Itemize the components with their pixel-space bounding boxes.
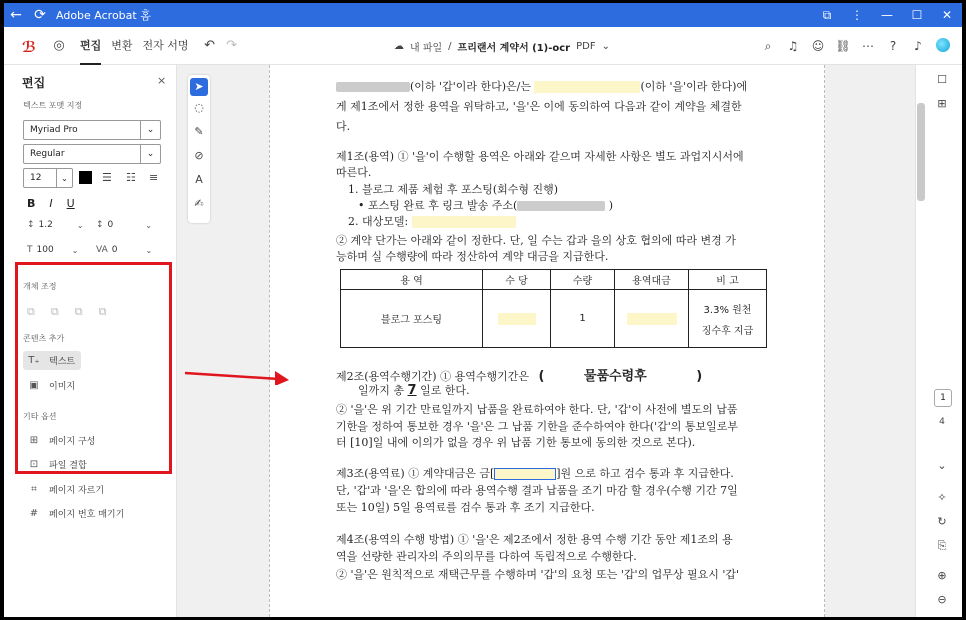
doc-line-2: 게 제1조에서 정한 용역을 위탁하고, '을'은 이에 동의하여 다음과 같이 계약을 체결한 [336,100,742,113]
chevron-down-icon: ⌄ [140,121,160,139]
close-icon[interactable]: × [157,74,167,87]
refresh-icon[interactable]: ⟳ [34,7,46,23]
bold-button[interactable]: B [27,197,36,210]
thumbnails-icon[interactable]: ⊞ [937,97,947,110]
handwritten-number: 7 [407,383,417,398]
organize-pages-icon: ⊞ [29,435,39,446]
add-image-label: 이미지 [49,382,76,392]
breadcrumb-folder[interactable]: 내 파일 [410,42,443,54]
paragraph-spacing-value: 0 [107,220,114,230]
object-adjust-label: 개체 조정 [23,282,57,291]
table-header: 수량 [551,270,615,290]
highlight-box [15,262,172,474]
char-spacing-control[interactable] [96,245,152,255]
document-name[interactable]: 프리랜서 계약서 (1)-ocr [457,42,571,54]
doc-art2-2b: 기한을 정하여 통보한 경우 '을'은 그 납품 기한을 준수하여야 한다('갑'의 통보일로부 [336,420,739,433]
font-style-select[interactable] [23,144,161,164]
font-family-value: Myriad Pro [30,125,78,135]
doc-art4-c: ② '을'은 원칙적으로 재택근무를 수행하며 '갑'의 요청 또는 '갑'의 업무상 필요시 '갑' [336,568,740,581]
undo-icon[interactable]: ↶ [204,38,215,53]
paragraph-spacing-icon: ↕ [96,220,104,230]
cloud-icon: ☁ [394,40,404,52]
chevron-down-icon[interactable]: ⌄ [937,459,947,472]
acrobat-logo-icon[interactable]: ℬ [22,37,36,56]
line-spacing-value: 1.2 [38,220,53,230]
horizontal-scale-icon: T [27,245,33,255]
doc-art1-2a: ② 계약 단가는 아래와 같이 정한다. 단, 일 수는 갑과 을의 상호 협의에 따라 변경 가 [336,234,736,247]
zoom-out-icon[interactable]: ⊖ [937,593,947,606]
font-size-value: 12 [30,173,42,183]
chevron-down-icon: ⌄ [71,245,79,255]
blank-field[interactable] [534,81,640,93]
horizontal-scale-control[interactable] [27,245,78,255]
document-breadcrumb [394,27,610,65]
rotate-page-icon[interactable]: ↻ [937,515,947,528]
font-style-value: Regular [30,149,65,159]
pen-icon[interactable]: ✎ [194,125,204,138]
add-image-icon: ▣ [29,380,39,391]
font-size-select[interactable] [23,168,73,188]
handwritten-paren: ( [538,369,545,384]
doc-art2-b [358,382,470,398]
selected-text-box[interactable] [494,468,556,480]
doc-text: ]원 으로 하고 검수 통과 후 지급한다. [556,467,734,480]
panel-title: 편집 [22,76,46,90]
other-options-label: 기타 옵션 [23,412,57,421]
underline-button[interactable]: U [66,197,75,210]
quick-tools [188,75,210,223]
chevron-down-icon: ⌄ [145,245,153,255]
doc-text: 일로 한다. [420,384,470,397]
doc-art3-a [336,465,734,481]
char-spacing-value: 0 [111,245,118,255]
text-select-icon[interactable]: A [195,173,203,186]
text-format-label: 텍스트 포맷 지정 [23,101,83,110]
doc-art1-2b: 능하며 실 수행량에 따라 정산하여 계약 대금을 지급한다. [336,250,609,263]
minimize-button[interactable]: — [881,7,893,22]
main-toolbar [4,27,962,65]
share-window-icon[interactable]: ⧉ [822,7,832,22]
table-cell: 블로그 포스팅 [341,290,483,348]
add-content-label: 콘텐츠 추가 [23,334,65,343]
tab-convert[interactable]: 변환 [111,38,133,52]
table-cell: 1 [551,290,615,348]
avatar[interactable] [932,38,954,55]
crop-pages-icon: ⌗ [31,484,37,495]
tab-edit[interactable]: 편집 [80,27,101,65]
app-window [4,3,962,617]
title-bar [4,3,962,27]
doc-art1-item1-sub [358,197,613,213]
add-text-label: 텍스트 [49,357,76,367]
bell-icon[interactable]: ♪ [914,39,922,53]
window-title: Adobe Acrobat 홈 [56,9,151,22]
doc-text: 제2조(용역수행기간) ① 용역수행기간은 [336,370,529,383]
crop-pages-button[interactable] [27,483,104,496]
arrange-icon[interactable]: ⧉ [74,305,83,318]
maximize-button[interactable]: ☐ [911,7,923,22]
back-arrow-icon[interactable]: ← [10,7,22,23]
blank-field[interactable] [627,313,677,325]
doc-art3-b: 단, '갑'과 '을'은 합의에 따라 용역수행 결과 납품을 조기 마감 할 경우(수행 기간 7일 [336,484,738,497]
link-icon[interactable]: ⛓ [835,39,851,53]
doc-art4-a: 제4조(용역의 수행 방법) ① '을'은 제2조에서 정한 용역 수행 기간 동안 제1조의 용 [336,533,733,546]
contract-table [340,269,767,348]
chevron-down-icon: ⌄ [76,220,84,230]
doc-text: ) [608,199,614,212]
window-controls [812,8,962,23]
table-cell [483,290,551,348]
doc-text: 일까지 총 [358,384,405,397]
text-color-swatch[interactable] [79,171,92,184]
table-row [341,290,767,348]
table-cell [615,290,689,348]
doc-text: 2. 대상모델: [348,215,409,228]
doc-art1-item1: 1. 블로그 제품 체험 후 포스팅(회수형 진행) [348,183,559,196]
page-numbers-label: 페이지 번호 매기기 [49,510,125,520]
page-numbers-button[interactable] [27,507,124,520]
zoom-in-icon[interactable]: ⊕ [937,569,947,582]
chevron-down-icon: ⌄ [56,169,72,187]
bullet-list-icon[interactable]: ☰ [102,171,112,184]
doc-text: (이하 '을'이라 한다)에 [640,80,748,93]
close-window-button[interactable]: ✕ [941,7,953,22]
handwritten-paren: ) [696,369,703,384]
chevron-down-icon[interactable]: ⌄ [601,40,610,52]
sign-icon[interactable]: ✍ [194,197,204,210]
ai-assistant-icon[interactable]: ◎ [53,38,65,53]
tab-esign[interactable]: 전자 서명 [142,38,189,52]
combine-files-label: 파일 결합 [49,461,87,471]
doc-art1-a: 제1조(용역) ① '을'이 수행할 용역은 아래와 같으며 자세한 사항은 별도 과업지시서에 [336,150,744,163]
add-text-icon: T₊ [28,355,40,366]
comments-panel-icon[interactable]: ☐ [937,73,947,86]
table-header: 수 당 [483,270,551,290]
redo-icon[interactable]: ↷ [226,38,237,53]
remark-line-2: 징수후 지급 [701,325,754,337]
doc-art4-b: 역을 선량한 관리자의 주의의무를 다하여 독립적으로 수행한다. [336,550,637,563]
ai-sparkle-icon[interactable]: ✧ [937,491,947,504]
align-left-icon[interactable]: ≡ [149,171,159,184]
horizontal-scale-value: 100 [36,245,54,255]
doc-line-1 [336,78,747,94]
doc-art3-c: 또는 10일) 5일 용역료를 검수 통과 후 조기 지급한다. [336,501,595,514]
doc-art2-2a: ② '을'은 위 기간 만료일까지 납품을 완료하여야 한다. 단, '갑'이 사전에 별도의 납품 [336,403,738,416]
audio-icon[interactable]: ♫ [787,39,799,53]
flip-icon[interactable]: ⧉ [27,305,35,318]
page-numbers-icon: # [29,508,39,519]
more-horizontal-icon[interactable]: ⋯ [862,39,874,53]
char-spacing-icon: VA [96,245,108,255]
text-style-buttons [27,197,75,210]
blank-field[interactable] [498,313,536,325]
doc-text: • 포스팅 완료 후 링크 발송 주소( [358,199,518,212]
red-arrow-annotation [183,365,291,385]
toolbar-right [757,27,954,65]
align-icon[interactable]: ⧉ [98,305,107,318]
comment-icon[interactable]: ◌ [194,101,204,114]
table-cell [689,290,767,348]
share-user-icon[interactable]: ☺ [811,39,825,53]
table-header: 용역대금 [615,270,689,290]
table-header: 용 역 [341,270,483,290]
doc-text: 제3조(용역료) ① 계약대금은 금[ [336,467,495,480]
blank-field[interactable] [412,216,516,228]
redacted-block [336,82,410,92]
paragraph-spacing-control[interactable] [96,220,152,230]
page-fit-icon[interactable]: ⎘ [937,539,947,552]
font-family-select[interactable] [23,120,161,140]
combine-files-icon: ⊡ [29,459,39,470]
chevron-down-icon: ⌄ [140,145,160,163]
doc-art1-item2 [348,213,516,229]
vertical-scrollbar[interactable] [917,103,925,201]
more-vertical-icon[interactable]: ⋮ [851,7,863,22]
organize-pages-label: 페이지 구성 [49,437,96,447]
help-icon[interactable]: ? [889,39,897,53]
line-spacing-icon: ↕ [27,220,35,230]
document-type: PDF [576,40,596,52]
current-page-box[interactable]: 1 [934,389,952,407]
handwritten-text: 물품수령후 [583,369,647,384]
search-icon[interactable]: ⌕ [764,38,772,53]
select-cursor-icon[interactable]: ➤ [190,78,208,96]
crop-pages-label: 페이지 자르기 [49,486,105,496]
doc-text: (이하 '갑'이라 한다)은/는 [410,80,531,93]
doc-art2-2c: 터 [10]일 내에 이의가 없을 경우 위 납품 기한 통보에 동의한 것으로 본다). [336,436,696,449]
total-pages: 4 [939,417,945,427]
italic-button[interactable]: I [49,197,53,210]
chevron-down-icon: ⌄ [145,220,152,230]
remark-line-1: 3.3% 원천 [703,304,752,316]
table-header-row [341,270,767,290]
doc-line-3: 다. [336,120,351,133]
rotate-icon[interactable]: ⧉ [50,305,59,318]
line-spacing-control[interactable] [27,220,84,230]
redacted-block [517,201,605,211]
breadcrumb-separator: / [448,40,452,52]
doc-art1-b: 따른다. [336,166,372,179]
lasso-icon[interactable]: ⊘ [194,149,204,162]
numbered-list-icon[interactable]: ☷ [126,171,136,184]
table-header: 비 고 [689,270,767,290]
